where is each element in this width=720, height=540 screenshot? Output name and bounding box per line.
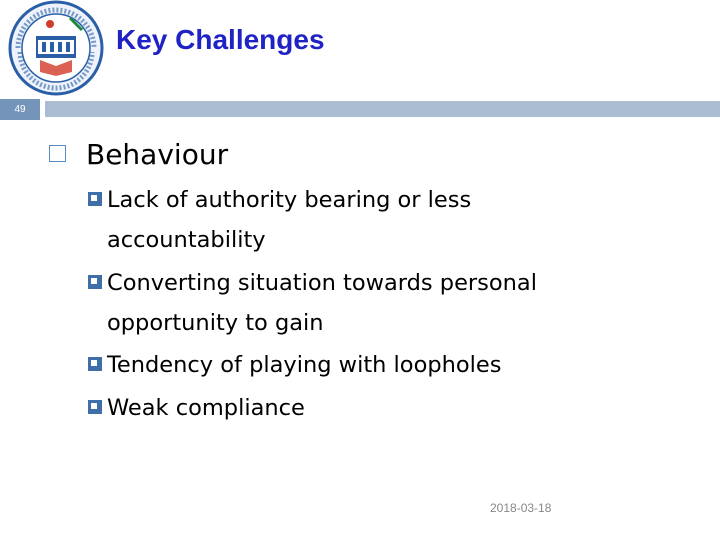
bullet-text: Converting situation towards personal: [107, 270, 537, 296]
bullet-text: Tendency of playing with loopholes: [107, 352, 502, 378]
heading-text: Behaviour: [86, 138, 229, 171]
bullet-item: [88, 180, 698, 260]
college-seal-logo: [0, 0, 108, 98]
hollow-square-bullet-icon: [49, 145, 66, 162]
square-bullet-icon: [88, 400, 102, 414]
slide-number: 49: [0, 99, 40, 120]
square-bullet-icon: [88, 357, 102, 371]
bullet-text: Weak compliance: [107, 395, 305, 421]
heading-item: [49, 138, 228, 171]
bullet-item: [88, 263, 698, 343]
bullet-text: accountability: [107, 227, 266, 253]
bullet-item: [88, 388, 698, 428]
slide-title: Key Challenges: [116, 24, 325, 55]
square-bullet-icon: [88, 275, 102, 289]
bullet-item: [88, 345, 698, 385]
bullet-text: opportunity to gain: [107, 310, 324, 336]
title-divider-bar: [45, 101, 720, 117]
bullet-text: Lack of authority bearing or less: [107, 187, 472, 213]
square-bullet-icon: [88, 192, 102, 206]
slide-date: 2018-03-18: [490, 501, 552, 515]
